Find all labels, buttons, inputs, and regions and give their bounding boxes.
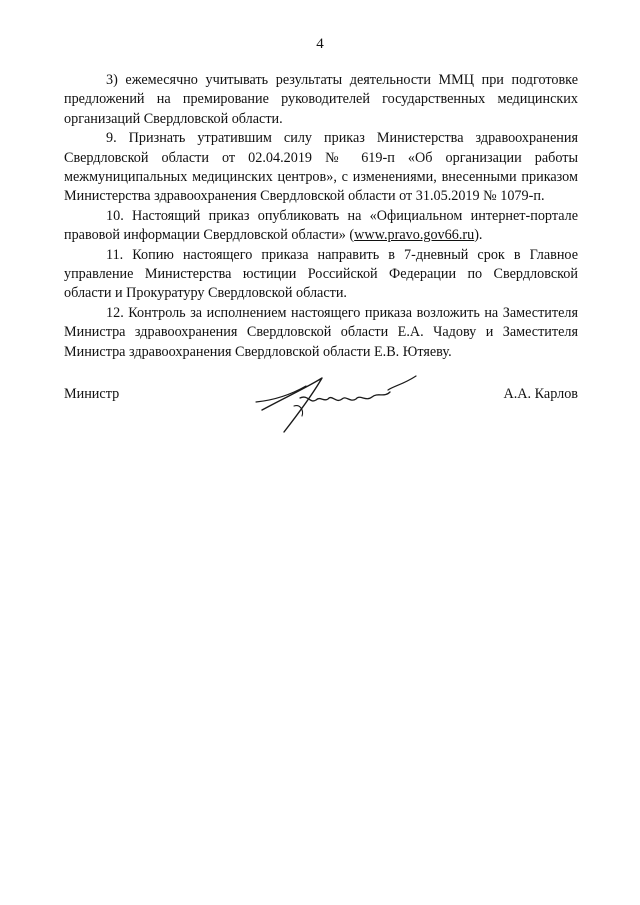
signature-block xyxy=(64,384,578,444)
paragraph-10-closing: ). xyxy=(474,227,483,244)
handwritten-signature-icon xyxy=(254,372,424,442)
paragraph-item-12: 12. Контроль за исполнением настоящего приказа возложить на Заместителя Министра здравоохранения Свердловской области Е.А. Чадову и Заместителя Министра здравоохранения Свердловской области Е.В. Ютяеву. xyxy=(64,304,578,360)
signatory-title: Министр xyxy=(64,386,120,402)
document-body xyxy=(64,71,578,362)
signatory-name: А.А. Карлов xyxy=(503,386,578,402)
paragraph-item-10 xyxy=(64,207,578,246)
paragraph-item-9: 9. Признать утратившим силу приказ Министерства здравоохранения Свердловской области от 02.04.2019 № 619-п «Об организации работы межмуниципальных медицинских центров», с изменениями, внесенными приказом Министерства здравоохранения Свердловской области от 31.05.2019 № 1079-п. xyxy=(64,130,578,205)
page-number: 4 xyxy=(316,36,324,52)
pravo-portal-link[interactable]: www.pravo.gov66.ru xyxy=(354,227,475,244)
paragraph-10-text: 10. Настоящий приказ опубликовать на «Официальном интернет-портале правовой информации Свердловской области» ( xyxy=(64,207,578,244)
paragraph-item-11: 11. Копию настоящего приказа направить в 7-дневный срок в Главное управление Министерства юстиции Российской Федерации по Свердловской области и Прокуратуру Свердловской области. xyxy=(64,246,578,302)
paragraph-item-3: 3) ежемесячно учитывать результаты деятельности ММЦ при подготовке предложений на премирование руководителей государственных медицинских организаций Свердловской области. xyxy=(64,72,578,127)
